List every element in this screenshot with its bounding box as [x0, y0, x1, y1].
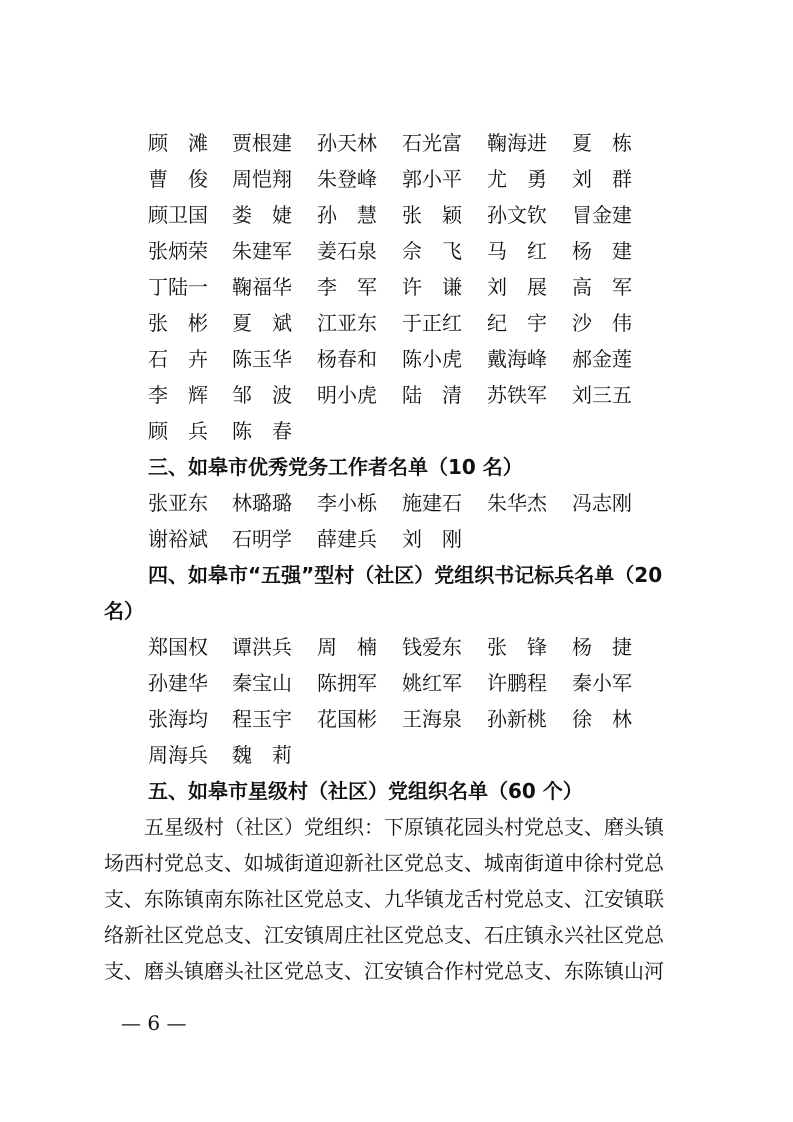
section-four-heading: [104, 557, 704, 629]
name-entry: 戴海峰: [487, 347, 547, 371]
name-list-section-four: [0, 629, 793, 773]
name-entry: 高 军: [572, 275, 632, 299]
name-entry: 鞠福华: [232, 275, 292, 299]
paragraph-line: 支、东陈镇南东陈社区党总支、九华镇龙舌村党总支、江安镇联: [104, 887, 664, 911]
name-entry: 朱登峰: [317, 167, 377, 191]
name-entry: 鞠海进: [487, 131, 547, 155]
paragraph-line: 五星级村（社区）党组织：下原镇花园头村党总支、磨头镇: [104, 815, 664, 839]
name-row: [0, 413, 793, 449]
name-entry: 佘 飞: [402, 239, 462, 263]
name-entry: 孙新桃: [487, 707, 547, 731]
name-entry: 丁陆一: [148, 275, 208, 299]
name-entry: 陈小虎: [402, 347, 462, 371]
name-row: [0, 305, 793, 341]
name-entry: 徐 林: [572, 707, 632, 731]
name-entry: 杨春和: [317, 347, 377, 371]
name-entry: 刘 展: [487, 275, 547, 299]
name-entry: 姜石泉: [317, 239, 377, 263]
name-entry: 林璐璐: [232, 491, 292, 515]
name-entry: 刘 群: [572, 167, 632, 191]
name-entry: 刘三五: [572, 383, 632, 407]
name-entry: 许鹏程: [487, 671, 547, 695]
name-entry: 秦宝山: [232, 671, 292, 695]
name-row: [0, 341, 793, 377]
name-entry: 施建石: [402, 491, 462, 515]
name-entry: 刘 刚: [402, 527, 462, 551]
name-entry: 陈 春: [232, 419, 292, 443]
name-row: [0, 161, 793, 197]
name-entry: 张海均: [148, 707, 208, 731]
name-entry: 贾根建: [232, 131, 292, 155]
name-entry: 谭洪兵: [232, 635, 292, 659]
name-row: [0, 233, 793, 269]
name-row: [0, 269, 793, 305]
name-entry: 杨 捷: [572, 635, 632, 659]
name-row: [0, 485, 793, 521]
name-entry: 张 颖: [402, 203, 462, 227]
name-entry: 马 红: [487, 239, 547, 263]
name-entry: 沙 伟: [572, 311, 632, 335]
name-row: [0, 197, 793, 233]
name-entry: 秦小军: [572, 671, 632, 695]
name-entry: 周海兵: [148, 743, 208, 767]
name-entry: 钱爱东: [402, 635, 462, 659]
section-four-heading-line2: 名）: [104, 599, 144, 623]
name-entry: 薛建兵: [317, 527, 377, 551]
name-entry: 张 锋: [487, 635, 547, 659]
name-entry: 江亚东: [317, 311, 377, 335]
name-row: [0, 377, 793, 413]
name-entry: 杨 建: [572, 239, 632, 263]
name-entry: 许 谦: [402, 275, 462, 299]
name-entry: 张 彬: [148, 311, 208, 335]
name-row: [0, 737, 793, 773]
name-entry: 曹 俊: [148, 167, 208, 191]
name-entry: 孙 慧: [317, 203, 377, 227]
name-entry: 李小栎: [317, 491, 377, 515]
name-entry: 谢裕斌: [148, 527, 208, 551]
name-entry: 顾 兵: [148, 419, 208, 443]
name-entry: 尤 勇: [487, 167, 547, 191]
name-entry: 冒金建: [572, 203, 632, 227]
name-row: [0, 521, 793, 557]
name-entry: 郭小平: [402, 167, 462, 191]
name-entry: 郑国权: [148, 635, 208, 659]
name-entry: 陆 清: [402, 383, 462, 407]
name-entry: 陈拥军: [317, 671, 377, 695]
name-entry: 夏 栋: [572, 131, 632, 155]
name-row: [0, 701, 793, 737]
name-list-section-three: [0, 485, 793, 557]
name-entry: 花国彬: [317, 707, 377, 731]
name-entry: 程玉宇: [232, 707, 292, 731]
name-entry: 朱建军: [232, 239, 292, 263]
name-entry: 石光富: [402, 131, 462, 155]
name-entry: 魏 莉: [232, 743, 292, 767]
section-three-heading: 三、如皋市优秀党务工作者名单（10 名）: [148, 455, 523, 479]
name-entry: 于正红: [402, 311, 462, 335]
name-entry: 张炳荣: [148, 239, 208, 263]
name-entry: 王海泉: [402, 707, 462, 731]
page-number: — 6 —: [121, 1011, 187, 1035]
name-entry: 明小虎: [317, 383, 377, 407]
section-four-heading-line1: 四、如皋市“五强”型村（社区）党组织书记标兵名单（20: [148, 563, 663, 587]
name-entry: 姚红军: [402, 671, 462, 695]
paragraph-line: 络新社区党总支、江安镇周庄社区党总支、石庄镇永兴社区党总: [104, 923, 664, 947]
name-entry: 邹 波: [232, 383, 292, 407]
name-entry: 周 楠: [317, 635, 377, 659]
name-entry: 苏铁军: [487, 383, 547, 407]
name-entry: 顾卫国: [148, 203, 208, 227]
name-entry: 孙建华: [148, 671, 208, 695]
name-entry: 张亚东: [148, 491, 208, 515]
name-entry: 周恺翔: [232, 167, 292, 191]
name-row: [0, 125, 793, 161]
name-entry: 娄 婕: [232, 203, 292, 227]
name-entry: 郝金莲: [572, 347, 632, 371]
name-entry: 孙文钦: [487, 203, 547, 227]
name-row: [0, 629, 793, 665]
name-entry: 孙天林: [317, 131, 377, 155]
name-entry: 纪 宇: [487, 311, 547, 335]
name-entry: 李 军: [317, 275, 377, 299]
section-five-paragraph: [104, 809, 694, 989]
name-entry: 冯志刚: [572, 491, 632, 515]
paragraph-line: 支、磨头镇磨头社区党总支、江安镇合作村党总支、东陈镇山河: [104, 959, 664, 983]
name-entry: 朱华杰: [487, 491, 547, 515]
name-entry: 顾 滩: [148, 131, 208, 155]
paragraph-line: 场西村党总支、如城街道迎新社区党总支、城南街道申徐村党总: [104, 851, 664, 875]
name-list-section-two: [0, 125, 793, 449]
name-entry: 石 卉: [148, 347, 208, 371]
name-entry: 李 辉: [148, 383, 208, 407]
name-row: [0, 665, 793, 701]
section-five-heading: 五、如皋市星级村（社区）党组织名单（60 个）: [148, 779, 583, 803]
name-entry: 石明学: [232, 527, 292, 551]
name-entry: 陈玉华: [232, 347, 292, 371]
name-entry: 夏 斌: [232, 311, 292, 335]
